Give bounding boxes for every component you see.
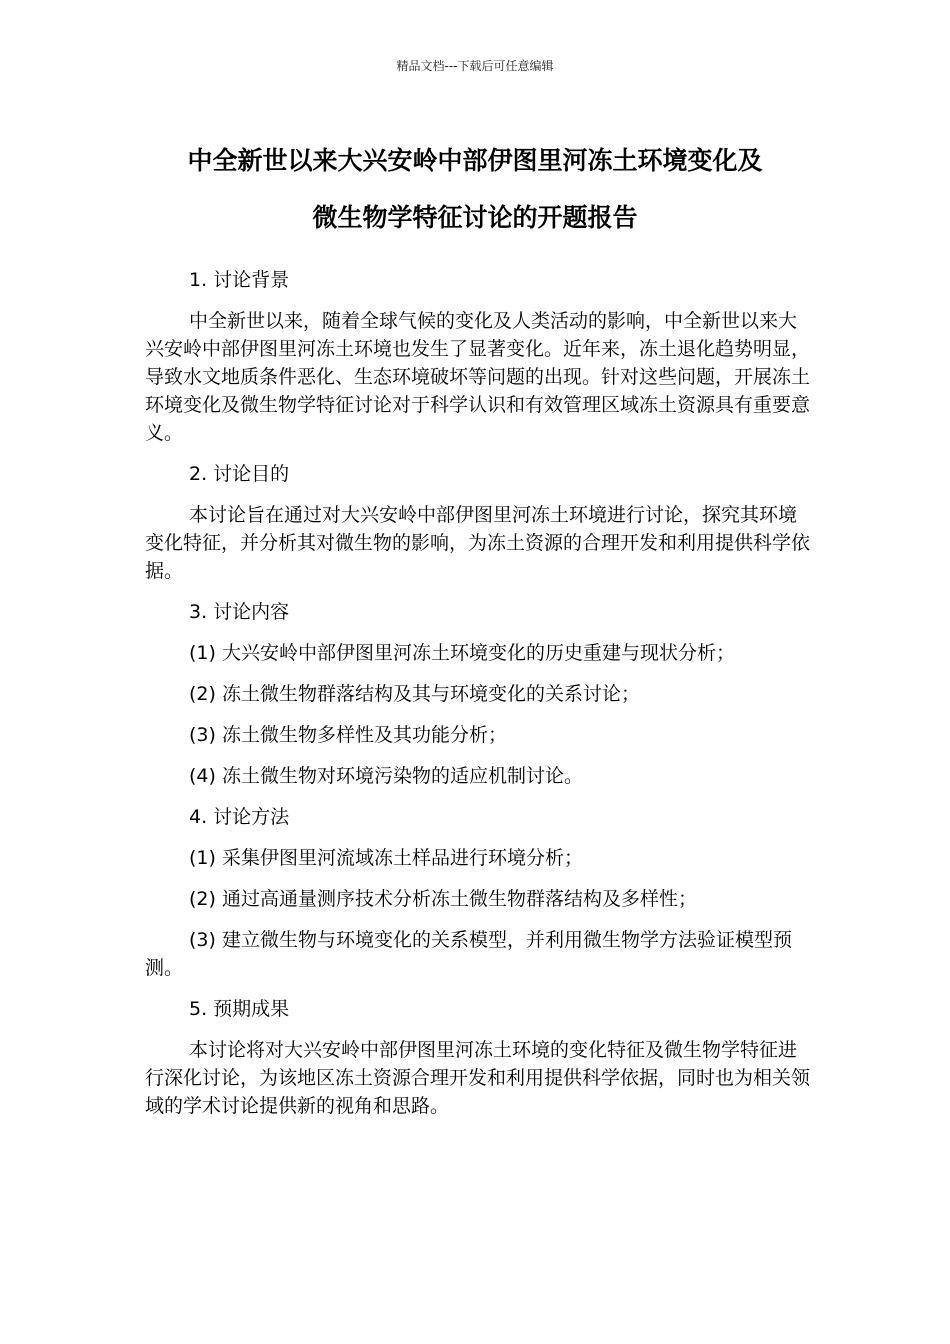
content-item-3: (3) 冻土微生物多样性及其功能分析； bbox=[189, 724, 507, 746]
content-item-4: (4) 冻土微生物对环境污染物的适应机制讨论。 bbox=[189, 765, 583, 787]
content-item-1: (1) 大兴安岭中部伊图里河冻土环境变化的历史重建与现状分析； bbox=[189, 642, 735, 664]
content-item-2: (2) 冻土微生物群落结构及其与环境变化的关系讨论； bbox=[189, 683, 640, 705]
page-header: 精品文档---下载后可任意编辑 bbox=[396, 59, 554, 73]
section-heading-outcomes: 5. 预期成果 bbox=[189, 998, 290, 1020]
method-item-3: (3) 建立微生物与环境变化的关系模型，并利用微生物学方法验证模型预测。 bbox=[145, 929, 792, 979]
section-heading-background: 1. 讨论背景 bbox=[189, 269, 290, 291]
document-title bbox=[135, 132, 815, 246]
section-heading-content: 3. 讨论内容 bbox=[189, 601, 290, 623]
outcomes-paragraph: 本讨论将对大兴安岭中部伊图里河冻土环境的变化特征及微生物学特征进行深化讨论，为该地区冻土资源合理开发和利用提供科学依据，同时也为相关领域的学术讨论提供新的视角和思路。 bbox=[145, 1039, 811, 1117]
background-paragraph: 中全新世以来，随着全球气候的变化及人类活动的影响，中全新世以来大兴安岭中部伊图里河冻土环境也发生了显著变化。近年来，冻土退化趋势明显，导致水文地质条件恶化、生态环境破坏等问题的出现。针对这些问题，开展冻土环境变化及微生物学特征讨论对于科学认识和有效管理区域冻土资源具有重要意义。 bbox=[145, 310, 811, 444]
document-body bbox=[145, 266, 810, 1133]
title-line-2: 微生物学特征讨论的开题报告 bbox=[312, 203, 638, 232]
title-line-1: 中全新世以来大兴安岭中部伊图里河冻土环境变化及 bbox=[187, 146, 763, 175]
section-heading-purpose: 2. 讨论目的 bbox=[189, 463, 290, 485]
method-item-1: (1) 采集伊图里河流域冻土样品进行环境分析； bbox=[189, 847, 583, 869]
section-heading-methods: 4. 讨论方法 bbox=[189, 806, 290, 828]
method-item-2: (2) 通过高通量测序技术分析冻土微生物群落结构及多样性； bbox=[189, 888, 697, 910]
purpose-paragraph: 本讨论旨在通过对大兴安岭中部伊图里河冻土环境进行讨论，探究其环境变化特征，并分析其对微生物的影响，为冻土资源的合理开发和利用提供科学依据。 bbox=[145, 504, 811, 582]
